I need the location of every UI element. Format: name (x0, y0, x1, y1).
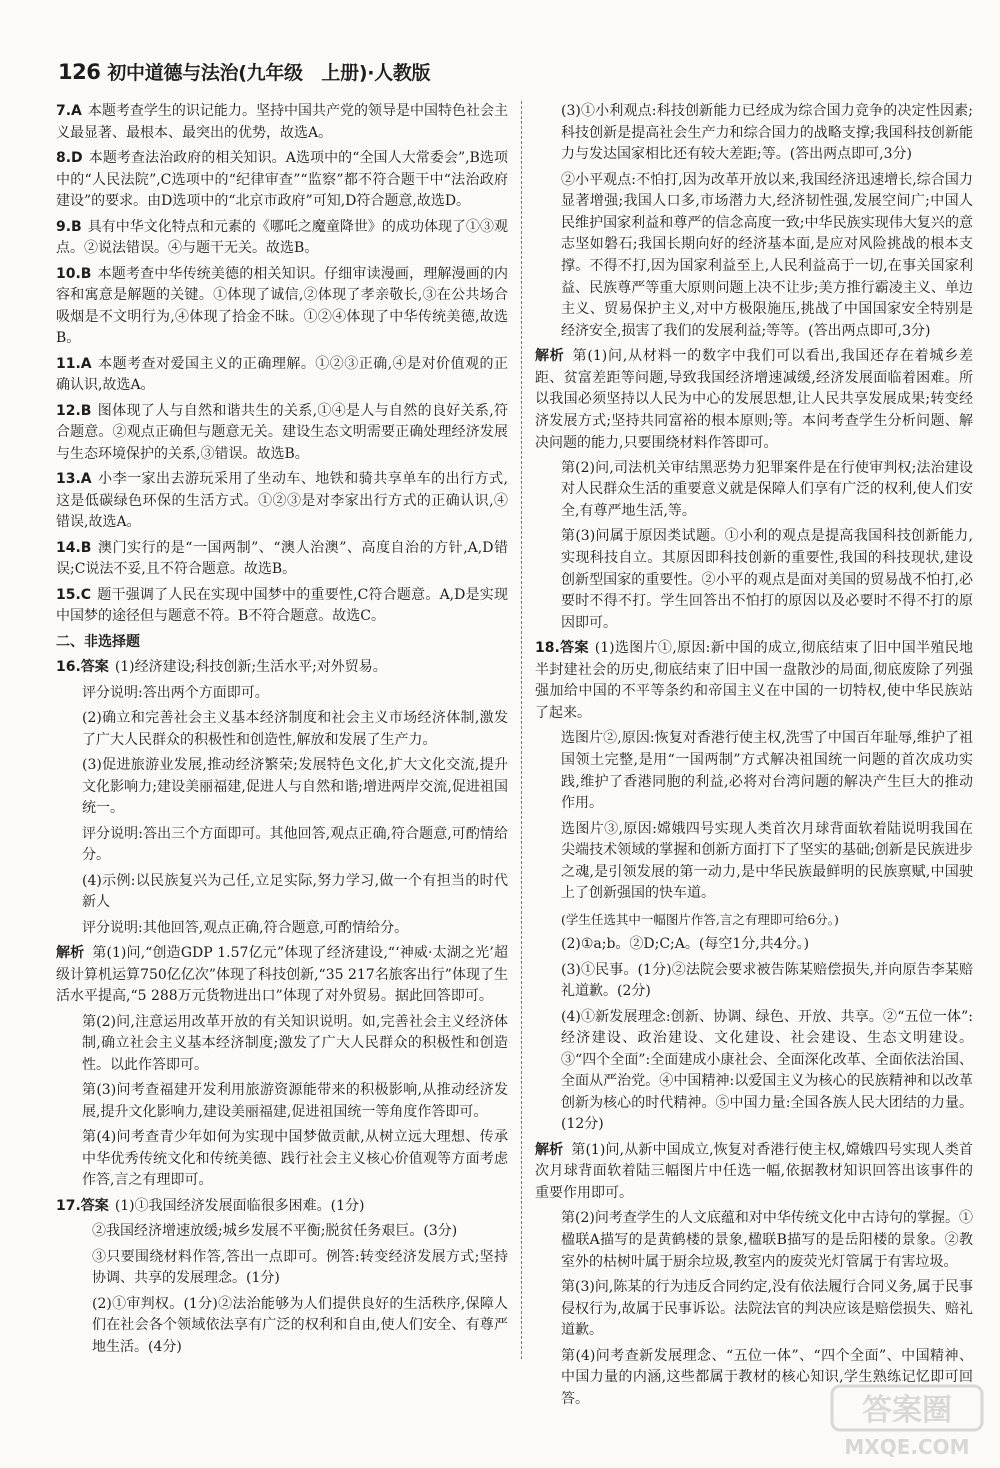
answer-18-part2: (2)①a;b。②D;C;A。(每空1分,共4分。) (561, 936, 810, 953)
item-number: 18.答案 (535, 640, 589, 657)
answer-18-part1 (535, 638, 973, 724)
answer-17-part2: (2)①审判权。(1分)②法治能够为人们提供良好的生活秩序,保障人们在社会各个领域依法享有广泛的权利和自由,使人们安全、有尊严地生活。(4分) (92, 1295, 508, 1355)
answer-item-11 (56, 354, 508, 397)
analysis-text: 第(1)问,“创造GDP 1.57亿元”体现了经济建设,“‘神威·太湖之光’超级计算机运算750亿亿次”体现了科技创新,“35 217名旅客出行”体现了生活水平提高,“5 288万元货物进出口”体现了对外贸易。据此回答即可。 (56, 945, 508, 1005)
analysis-18-part4: 第(4)问考查新发展理念、“五位一体”、“四个全面”、中国精神、中国力量的内涵,这些都属于教材的核心知识,学生熟练记忆即可回答。 (561, 1347, 973, 1407)
answer-18-part4: (4)①新发展理念:创新、协调、绿色、开放、共享。②“五位一体”:经济建设、政治建设、文化建设、社会建设、生态文明建设。③“四个全面”:全面建成小康社会、全面深化改革、全面依法治国、全面从严治党。④中国精神:以爱国主义为核心的民族精神和以改革创新为核心的时代精神。⑤中国力量:全国各族人民大团结的力量。(12分) (561, 1008, 973, 1133)
item-text: 本题考查法治政府的相关知识。A选项中的“全国人大常委会”,B选项中的“人民法院”,C选项中的“纪律审查”“监察”都不符合题干中“法治政府建设”的要求。由D选项中的“北京市政府”可知,D符合题意,故选D。 (56, 149, 508, 210)
answer-16-part1 (56, 657, 508, 679)
analysis-17-part3: 第(3)问属于原因类试题。①小利的观点是提高我国科技创新能力,实现科技自立。其原因即科技创新的重要性,我国的科技现状,建设创新型国家的重要性。②小平的观点是面对美国的贸易战不怕打,必要时不得不打。学生回答出不怕打的原因以及必要时不得不打的原因即可。 (561, 528, 973, 631)
left-column (56, 101, 508, 1362)
analysis-text: 第(1)问,从材料一的数字中我们可以看出,我国还存在着城乡差距、贫富差距等问题,导致我国经济增速减缓,经济发展面临着困难。所以我国必须坚持以人民为中心的发展思想,让人民共享发展成果;转变经济发展方式;坚持共同富裕的根本原则;等。本问考查学生分析问题、解决问题的能力,只要围绕材料作答即可。 (535, 348, 974, 451)
answer-17-part1c: ③只要围绕材料作答,答出一点即可。例答:转变经济发展方式;坚持协调、共享的发展理念。(1分) (92, 1248, 508, 1287)
page-number: 126 (58, 60, 101, 84)
item-text: 小李一家出去游玩采用了坐动车、地铁和骑共享单车的出行方式,这是低碳绿色环保的生活方式。①②③是对李家出行方式的正确认识,④错误,故选A。 (56, 471, 508, 531)
item-number: 9.B (56, 218, 82, 235)
item-number: 17.答案 (56, 1197, 109, 1214)
scoring-note: 评分说明:答出两个方面即可。 (82, 684, 269, 701)
scoring-note: 评分说明:其他回答,观点正确,符合题意,可酌情给分。 (82, 919, 409, 936)
analysis-tag: 解析 (535, 1141, 564, 1158)
analysis-16-part1 (56, 943, 508, 1008)
item-number: 8.D (56, 149, 83, 166)
section-title-non-choice: 二、非选择题 (56, 633, 140, 650)
item-number: 16.答案 (56, 659, 109, 676)
analysis-17-part1 (535, 346, 973, 454)
answer-16-part4: (4)示例:以民族复兴为己任,立足实际,努力学习,做一个有担当的时代新人 (82, 872, 508, 911)
item-text: (1)经济建设;科技创新;生活水平;对外贸易。 (114, 659, 387, 676)
answer-17-part3b: ②小平观点:不怕打,因为改革开放以来,我国经济迅速增长,综合国力显著增强;我国人口多,市场潜力大,经济韧性强,发展空间广;中国人民维护国家利益和尊严的信念高度一致;中华民族实现伟大复兴的意志坚如磐石;我国长期向好的经济基本面,是应对风险挑战的根本支撑。不得不打,因为国家利益至上,人民利益高于一切,在事关国家利益、民族尊严等重大原则问题上决不让步;美方推行霸凌主义、单边主义、贸易保护主义,对中方极限施压,挑战了中国国家安全特别是经济安全,损害了我们的发展利益;等等。(答出两点即可,3分) (561, 171, 973, 339)
answer-18-part1c: 选图片③,原因:嫦娥四号实现人类首次月球背面软着陆说明我国在尖端技术领域的掌握和创新方面打下了坚实的基础;创新是民族进步之魂,是引领发展的第一动力,是中华民族最鲜明的民族禀赋,中国驶上了创新强国的快车道。 (561, 820, 973, 902)
analysis-16-part3: 第(3)问考查福建开发利用旅游资源能带来的积极影响,从推动经济发展,提升文化影响力,建设美丽福建,促进祖国统一等角度作答即可。 (82, 1082, 508, 1120)
answer-18-part3: (3)①民事。(1分)②法院会要求被告陈某赔偿损失,并向原告李某赔礼道歉。(2分) (561, 961, 973, 1000)
item-text: 本题考查对爱国主义的正确理解。①②③正确,④是对价值观的正确认识,故选A。 (56, 355, 508, 394)
item-text: (1)选图片①,原因:新中国的成立,彻底结束了旧中国半殖民地半封建社会的历史,彻底结束了旧中国一盘散沙的局面,彻底废除了列强强加给中国的不平等条约和帝国主义在中国的一切特权,使中华民族站了起来。 (535, 640, 973, 722)
item-number: 13.A (56, 471, 92, 488)
item-text: 本题考查中华传统美德的相关知识。仔细审读漫画，理解漫画的内容和寓意是解题的关键。①体现了诚信,②体现了孝亲敬长,③在公共场合吸烟是不文明行为,④体现了拾金不昧。①②④体现了中华传统美德,故选B。 (56, 265, 508, 347)
analysis-18-part2: 第(2)问考查学生的人文底蕴和对中华传统文化中古诗句的掌握。①楹联A描写的是黄鹤楼的景象,楹联B描写的是岳阳楼的景象。②教室外的枯树叶属于厨余垃圾,教室内的废荧光灯管属于有害垃圾。 (561, 1210, 973, 1270)
analysis-18-part3: 第(3)问,陈某的行为违反合同约定,没有依法履行合同义务,属于民事侵权行为,故属于民事诉讼。法院法官的判决应该是赔偿损失、赔礼道歉。 (561, 1279, 973, 1339)
answer-17-part1b: ②我国经济增速放缓;城乡发展不平衡;脱贫任务艰巨。(3分) (92, 1223, 458, 1240)
scoring-note: 评分说明:答出三个方面即可。其他回答,观点正确,符合题意,可酌情给分。 (82, 825, 508, 864)
right-column (535, 101, 973, 1414)
item-number: 7.A (56, 103, 82, 119)
item-number: 11.A (56, 355, 92, 372)
answer-16-part2: (2)确立和完善社会主义基本经济制度和社会主义市场经济体制,激发了广大人民群众的积极性和创造性,解放和发展了生产力。 (82, 710, 508, 748)
answer-16-part3: (3)促进旅游业发展,推动经济繁荣;发展特色文化,扩大文化交流,提升文化影响力;建设美丽福建,促进人与自然和谐;增进两岸交流,促进祖国统一。 (82, 757, 508, 817)
answer-item-13 (56, 469, 508, 534)
item-number: 10.B (56, 265, 92, 282)
page-header (58, 58, 430, 88)
item-number: 15.C (56, 586, 92, 603)
watermark-text: 答案圈 (862, 1393, 952, 1428)
analysis-16-part2: 第(2)问,注意运用改革开放的有关知识说明。如,完善社会主义经济体制,确立社会主义基本经济制度;激发了广大人民群众的积极性和创造性。以此作答即可。 (82, 1013, 508, 1073)
answer-item-9 (56, 217, 508, 260)
item-text: 具有中华文化特点和元素的《哪吒之魔童降世》的成功体现了①③观点。②说法错误。④与题干无关。故选B。 (56, 218, 508, 257)
analysis-16-part4: 第(4)问考查青少年如何为实现中国梦做贡献,从树立远大理想、传承中华优秀传统文化和传统美德、践行社会主义核心价值观等方面考虑作答,言之有理即可。 (82, 1129, 508, 1189)
analysis-tag: 解析 (56, 945, 85, 962)
answer-item-12 (56, 401, 508, 466)
item-text: 题干强调了人民在实现中国梦中的重要性,C符合题意。A,D是实现中国梦的途径但与题意不符。B不符合题意。故选C。 (56, 586, 508, 625)
item-text: 图体现了人与自然和谐共生的关系,①④是人与自然的良好关系,符合题意。②观点正确但与题意无关。建设生态文明需要正确处理经济发展与生态环境保护的关系,③错误。故选B。 (56, 402, 508, 462)
item-text: 本题考查学生的识记能力。坚持中国共产党的领导是中国特色社会主义最显著、最根本、最突出的优势，故选A。 (56, 103, 508, 141)
item-number: 14.B (56, 539, 92, 556)
item-text: 澳门实行的是“一国两制”、“澳人治澳”、高度自治的方针,A,D错误;C说法不妥,且不符合题意。故选B。 (56, 539, 508, 578)
answer-18-part1b: 选图片②,原因:恢复对香港行使主权,洗雪了中国百年耻辱,维护了祖国领土完整,是用“一国两制”方式解决祖国统一问题的首次成功实践,维护了香港同胞的利益,必将对台湾问题的解决产生巨大的推动作用。 (561, 730, 973, 812)
answer-item-15 (56, 585, 508, 628)
item-number: 12.B (56, 402, 92, 419)
answer-17-part1 (56, 1196, 508, 1218)
watermark-site: MXQE.COM (844, 1435, 970, 1459)
answer-item-10 (56, 264, 508, 350)
answer-item-7 (56, 101, 508, 144)
column-divider (521, 101, 522, 1359)
item-text: (1)①我国经济发展面临很多困难。(1分) (114, 1197, 365, 1214)
book-title: 初中道德与法治(九年级 上册)·人教版 (107, 62, 431, 84)
analysis-tag: 解析 (535, 348, 565, 365)
analysis-17-part2: 第(2)问,司法机关审结黑恶势力犯罪案件是在行使审判权;法治建设对人民群众生活的重要意义就是保障人们享有广泛的权利,使人们安全,有尊严地生活,等。 (561, 459, 973, 520)
answer-item-14 (56, 538, 508, 581)
analysis-text: 第(1)问,从新中国成立,恢复对香港行使主权,嫦娥四号实现人类首次月球背面软着陆三幅图片中任选一幅,依据教材知识回答出该事件的重要作用即可。 (535, 1141, 973, 1202)
answer-item-8 (56, 148, 508, 213)
answer-17-part3: (3)①小利观点:科技创新能力已经成为综合国力竞争的决定性因素;科技创新是提高社会生产力和综合国力的战略支撑;我国科技创新能力与发达国家相比还有较大差距;等。(答出两点即可,3分) (561, 103, 973, 163)
scoring-note: (学生任选其中一幅图片作答,言之有理即可给6分。) (561, 911, 839, 927)
watermark-logo (828, 1384, 988, 1460)
analysis-18-part1 (535, 1140, 973, 1205)
